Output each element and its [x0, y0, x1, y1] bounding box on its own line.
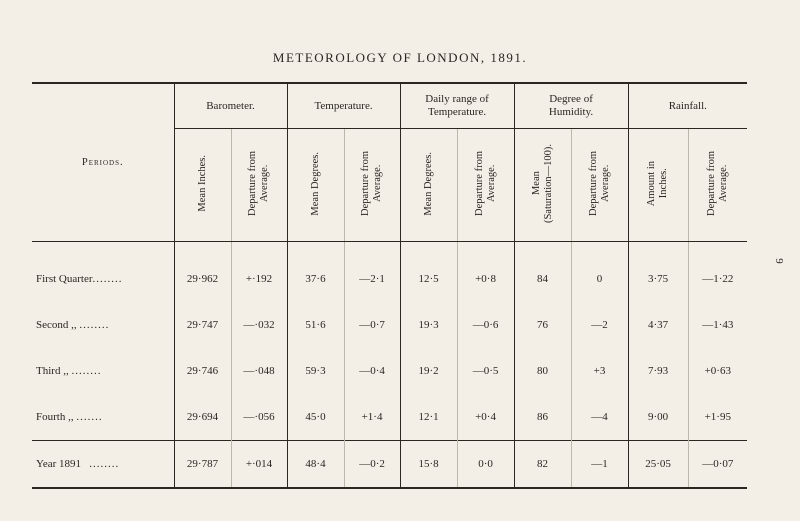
- table-cell: —0·2: [344, 441, 400, 489]
- table-cell: 0: [571, 256, 628, 302]
- table-cell: 15·8: [400, 441, 457, 489]
- page-title: METEOROLOGY OF LONDON, 1891.: [272, 50, 528, 65]
- table-cell: 19·2: [400, 348, 457, 394]
- table-cell: 51·6: [287, 302, 344, 348]
- table-cell: 82: [514, 441, 571, 489]
- leader-dots: ........: [92, 273, 123, 285]
- table-cell: +·014: [231, 441, 287, 489]
- table-cell: —1: [571, 441, 628, 489]
- table-cell: 25·05: [628, 441, 688, 489]
- table-cell: +1·95: [688, 394, 747, 441]
- table-cell: 76: [514, 302, 571, 348]
- table-cell: +1·4: [344, 394, 400, 441]
- table-cell: 7·93: [628, 348, 688, 394]
- table-row: [32, 394, 747, 441]
- subheader-cell: Mean Degrees.: [422, 151, 434, 216]
- table-cell: 48·4: [287, 441, 344, 489]
- table-cell: 4·37: [628, 302, 688, 348]
- table-cell: 29·747: [174, 302, 231, 348]
- leader-dots: ........: [89, 458, 120, 470]
- table-cell: —2·1: [344, 256, 400, 302]
- table-cell: —0·6: [457, 302, 514, 348]
- table-cell: +·192: [231, 256, 287, 302]
- table-cell: +0·8: [457, 256, 514, 302]
- table-row: [32, 256, 747, 302]
- table-cell: 3·75: [628, 256, 688, 302]
- leader-dots: ........: [79, 319, 110, 331]
- table-cell: +3: [571, 348, 628, 394]
- table-cell: —4: [571, 394, 628, 441]
- subheader-cell: Mean Inches.: [196, 155, 208, 212]
- period-label: First Quarter: [36, 273, 93, 285]
- table-row: [32, 302, 747, 348]
- table-cell: —·032: [231, 302, 287, 348]
- meteorology-table: [32, 82, 747, 489]
- table-cell: 59·3: [287, 348, 344, 394]
- table-cell: +0·63: [688, 348, 747, 394]
- leader-dots: ........: [71, 365, 102, 377]
- table-cell: —1·43: [688, 302, 747, 348]
- table-cell: +0·4: [457, 394, 514, 441]
- leader-dots: .......: [76, 411, 103, 423]
- table-cell: 12·1: [400, 394, 457, 441]
- table-cell: —·056: [231, 394, 287, 441]
- subheader-cell: Departure from Average.: [360, 150, 384, 216]
- table-cell: 84: [514, 256, 571, 302]
- period-label: Year 1891: [36, 458, 82, 470]
- table-cell: 45·0: [287, 394, 344, 441]
- group-barometer: Barometer.: [174, 83, 287, 129]
- table-cell: 86: [514, 394, 571, 441]
- table-cell: 9·00: [628, 394, 688, 441]
- subheader-cell: Departure from Average.: [247, 150, 270, 216]
- table-row: [32, 348, 747, 394]
- table-cell: —·048: [231, 348, 287, 394]
- table-cell: 29·962: [174, 256, 231, 302]
- periods-header: Periods.: [32, 83, 174, 242]
- group-rainfall: Rainfall.: [628, 83, 747, 129]
- subheader-cell: Mean (Saturation—100).: [530, 143, 554, 224]
- table-cell: 29·746: [174, 348, 231, 394]
- table-cell: —1·22: [688, 256, 747, 302]
- page-number: 9: [772, 258, 785, 264]
- subheader-cell: Amount in Inches.: [646, 160, 670, 207]
- table-cell: 0·0: [457, 441, 514, 489]
- table-cell: 37·6: [287, 256, 344, 302]
- group-daily-range: Daily range of Temperature.: [400, 83, 514, 129]
- table-cell: —0·5: [457, 348, 514, 394]
- subheader-cell: Departure from Average.: [705, 150, 729, 216]
- table-cell: 29·787: [174, 441, 231, 489]
- table-cell: —0·07: [688, 441, 747, 489]
- table-cell: 29·694: [174, 394, 231, 441]
- period-label: Second ,,: [36, 319, 77, 331]
- group-humidity: Degree of Humidity.: [514, 83, 628, 129]
- table-cell: —2: [571, 302, 628, 348]
- year-total-row: [32, 441, 747, 489]
- table-cell: 80: [514, 348, 571, 394]
- period-label: Third ,,: [36, 365, 69, 377]
- table-cell: —0·7: [344, 302, 400, 348]
- subheader-cell: Departure from Average.: [473, 150, 497, 216]
- table-cell: 12·5: [400, 256, 457, 302]
- table-cell: 19·3: [400, 302, 457, 348]
- group-temperature: Temperature.: [287, 83, 400, 129]
- table-cell: —0·4: [344, 348, 400, 394]
- period-label: Fourth ,,: [36, 411, 74, 423]
- subheader-cell: Departure from Average.: [587, 150, 611, 216]
- subheader-cell: Mean Degrees.: [309, 151, 321, 216]
